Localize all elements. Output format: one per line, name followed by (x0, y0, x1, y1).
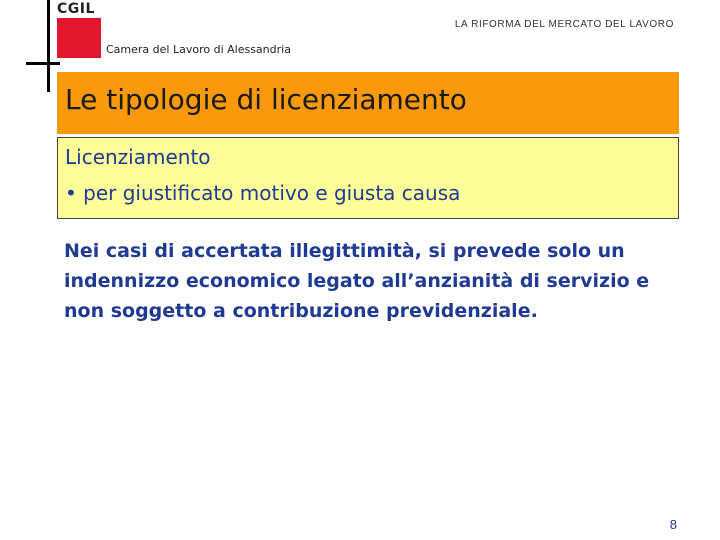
definition-box (57, 137, 679, 219)
presentation-title: LA RIFORMA DEL MERCATO DEL LAVORO (454, 19, 674, 30)
definition-bullet: • per giustificato motivo e giusta causa (65, 181, 461, 205)
slide-title: Le tipologie di licenziamento (65, 83, 467, 116)
horizontal-rule (26, 62, 60, 65)
vertical-rule (47, 0, 50, 92)
organization-name: Camera del Lavoro di Alessandria (106, 43, 291, 56)
definition-heading: Licenziamento (65, 145, 211, 169)
logo-text: CGIL (57, 1, 95, 17)
body-paragraph: Nei casi di accertata illegittimità, si prevede solo un indennizzo economico legato all’anzianità di servizio e non soggetto a contribuzione previdenziale. (64, 240, 650, 322)
page-number: 8 (669, 517, 677, 532)
logo-red-square (57, 18, 101, 58)
slide-title-bar (57, 72, 679, 134)
